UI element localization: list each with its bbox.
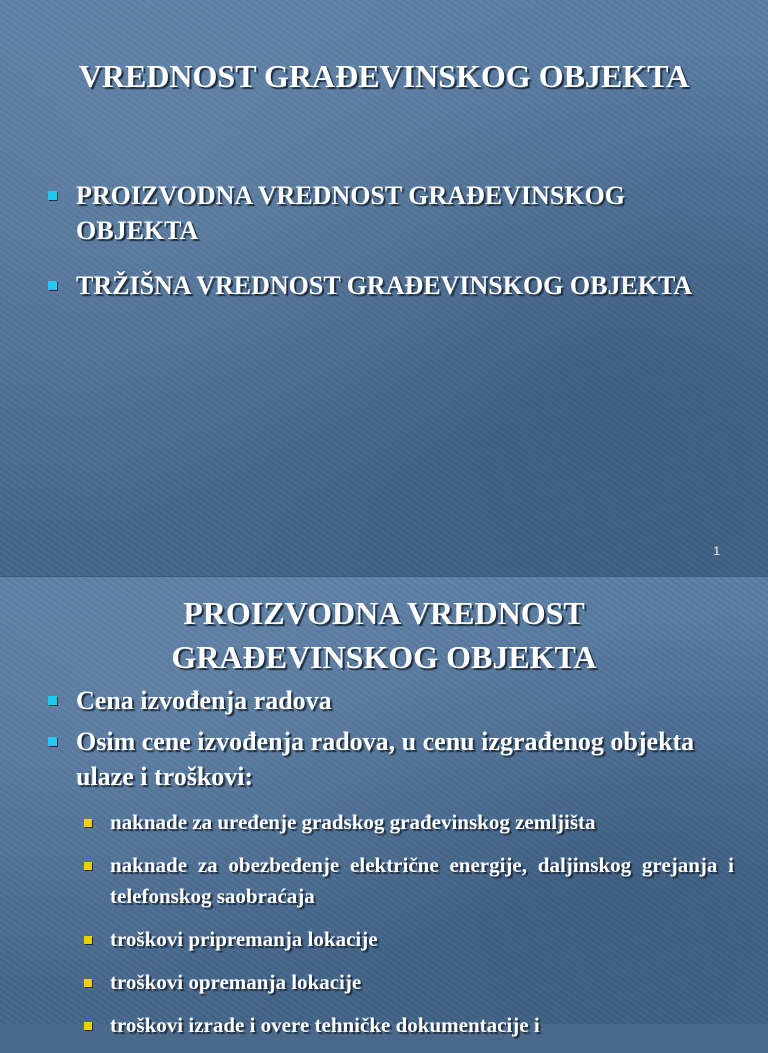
- slide-2-bullet-item: [48, 683, 738, 718]
- square-bullet-icon: [48, 696, 57, 705]
- slide-2-bullet-item: [48, 724, 738, 794]
- bullet-text: TRŽIŠNA VREDNOST GRAĐEVINSKOG OBJEKTA: [76, 271, 693, 300]
- square-bullet-icon: [48, 281, 57, 290]
- slide-2-title-line-1: PROIZVODNA VREDNOST: [183, 595, 585, 631]
- slide-1-title: VREDNOST GRAĐEVINSKOG OBJEKTA: [78, 58, 690, 94]
- slide-1-bullet-list: [48, 178, 738, 323]
- slide-2-title: [0, 591, 768, 679]
- slide-1-bullet-item: [48, 268, 738, 303]
- sub-bullet-text: naknade za uređenje gradskog građevinskog zemljišta: [110, 810, 596, 834]
- slide-2: [0, 576, 768, 1037]
- square-bullet-icon: [48, 737, 57, 746]
- square-bullet-icon: [84, 1022, 92, 1030]
- square-bullet-icon: [84, 862, 92, 870]
- bullet-text: PROIZVODNA VREDNOST GRAĐEVINSKOG OBJEKTA: [76, 181, 625, 245]
- slide-2-bullet-list: [48, 683, 738, 800]
- sub-bullet-item: [84, 807, 734, 838]
- slide-2-title-line-2: GRAĐEVINSKOG OBJEKTA: [171, 639, 597, 675]
- slide-2-sub-bullet-list: [84, 807, 734, 1053]
- sub-bullet-item: [84, 1010, 734, 1041]
- bullet-text: Cena izvođenja radova: [76, 686, 332, 715]
- bullet-text: Osim cene izvođenja radova, u cenu izgrađenog objekta ulaze i troškovi:: [76, 727, 695, 791]
- sub-bullet-text: troškovi opremanja lokacije: [110, 970, 362, 994]
- sub-bullet-text: naknade za obezbeđenje električne energije, daljinskog grejanja i telefonskog saobraćaja: [110, 853, 734, 908]
- square-bullet-icon: [84, 936, 92, 944]
- square-bullet-icon: [84, 819, 92, 827]
- square-bullet-icon: [84, 979, 92, 987]
- sub-bullet-text: troškovi izrade i overe tehničke dokumentacije i: [110, 1013, 540, 1037]
- sub-bullet-item: [84, 850, 734, 912]
- sub-bullet-item: [84, 967, 734, 998]
- square-bullet-icon: [48, 191, 57, 200]
- sub-bullet-item: [84, 924, 734, 955]
- slide-number: 1: [713, 544, 720, 558]
- sub-bullet-text: troškovi pripremanja lokacije: [110, 927, 378, 951]
- slide-1-bullet-item: [48, 178, 738, 248]
